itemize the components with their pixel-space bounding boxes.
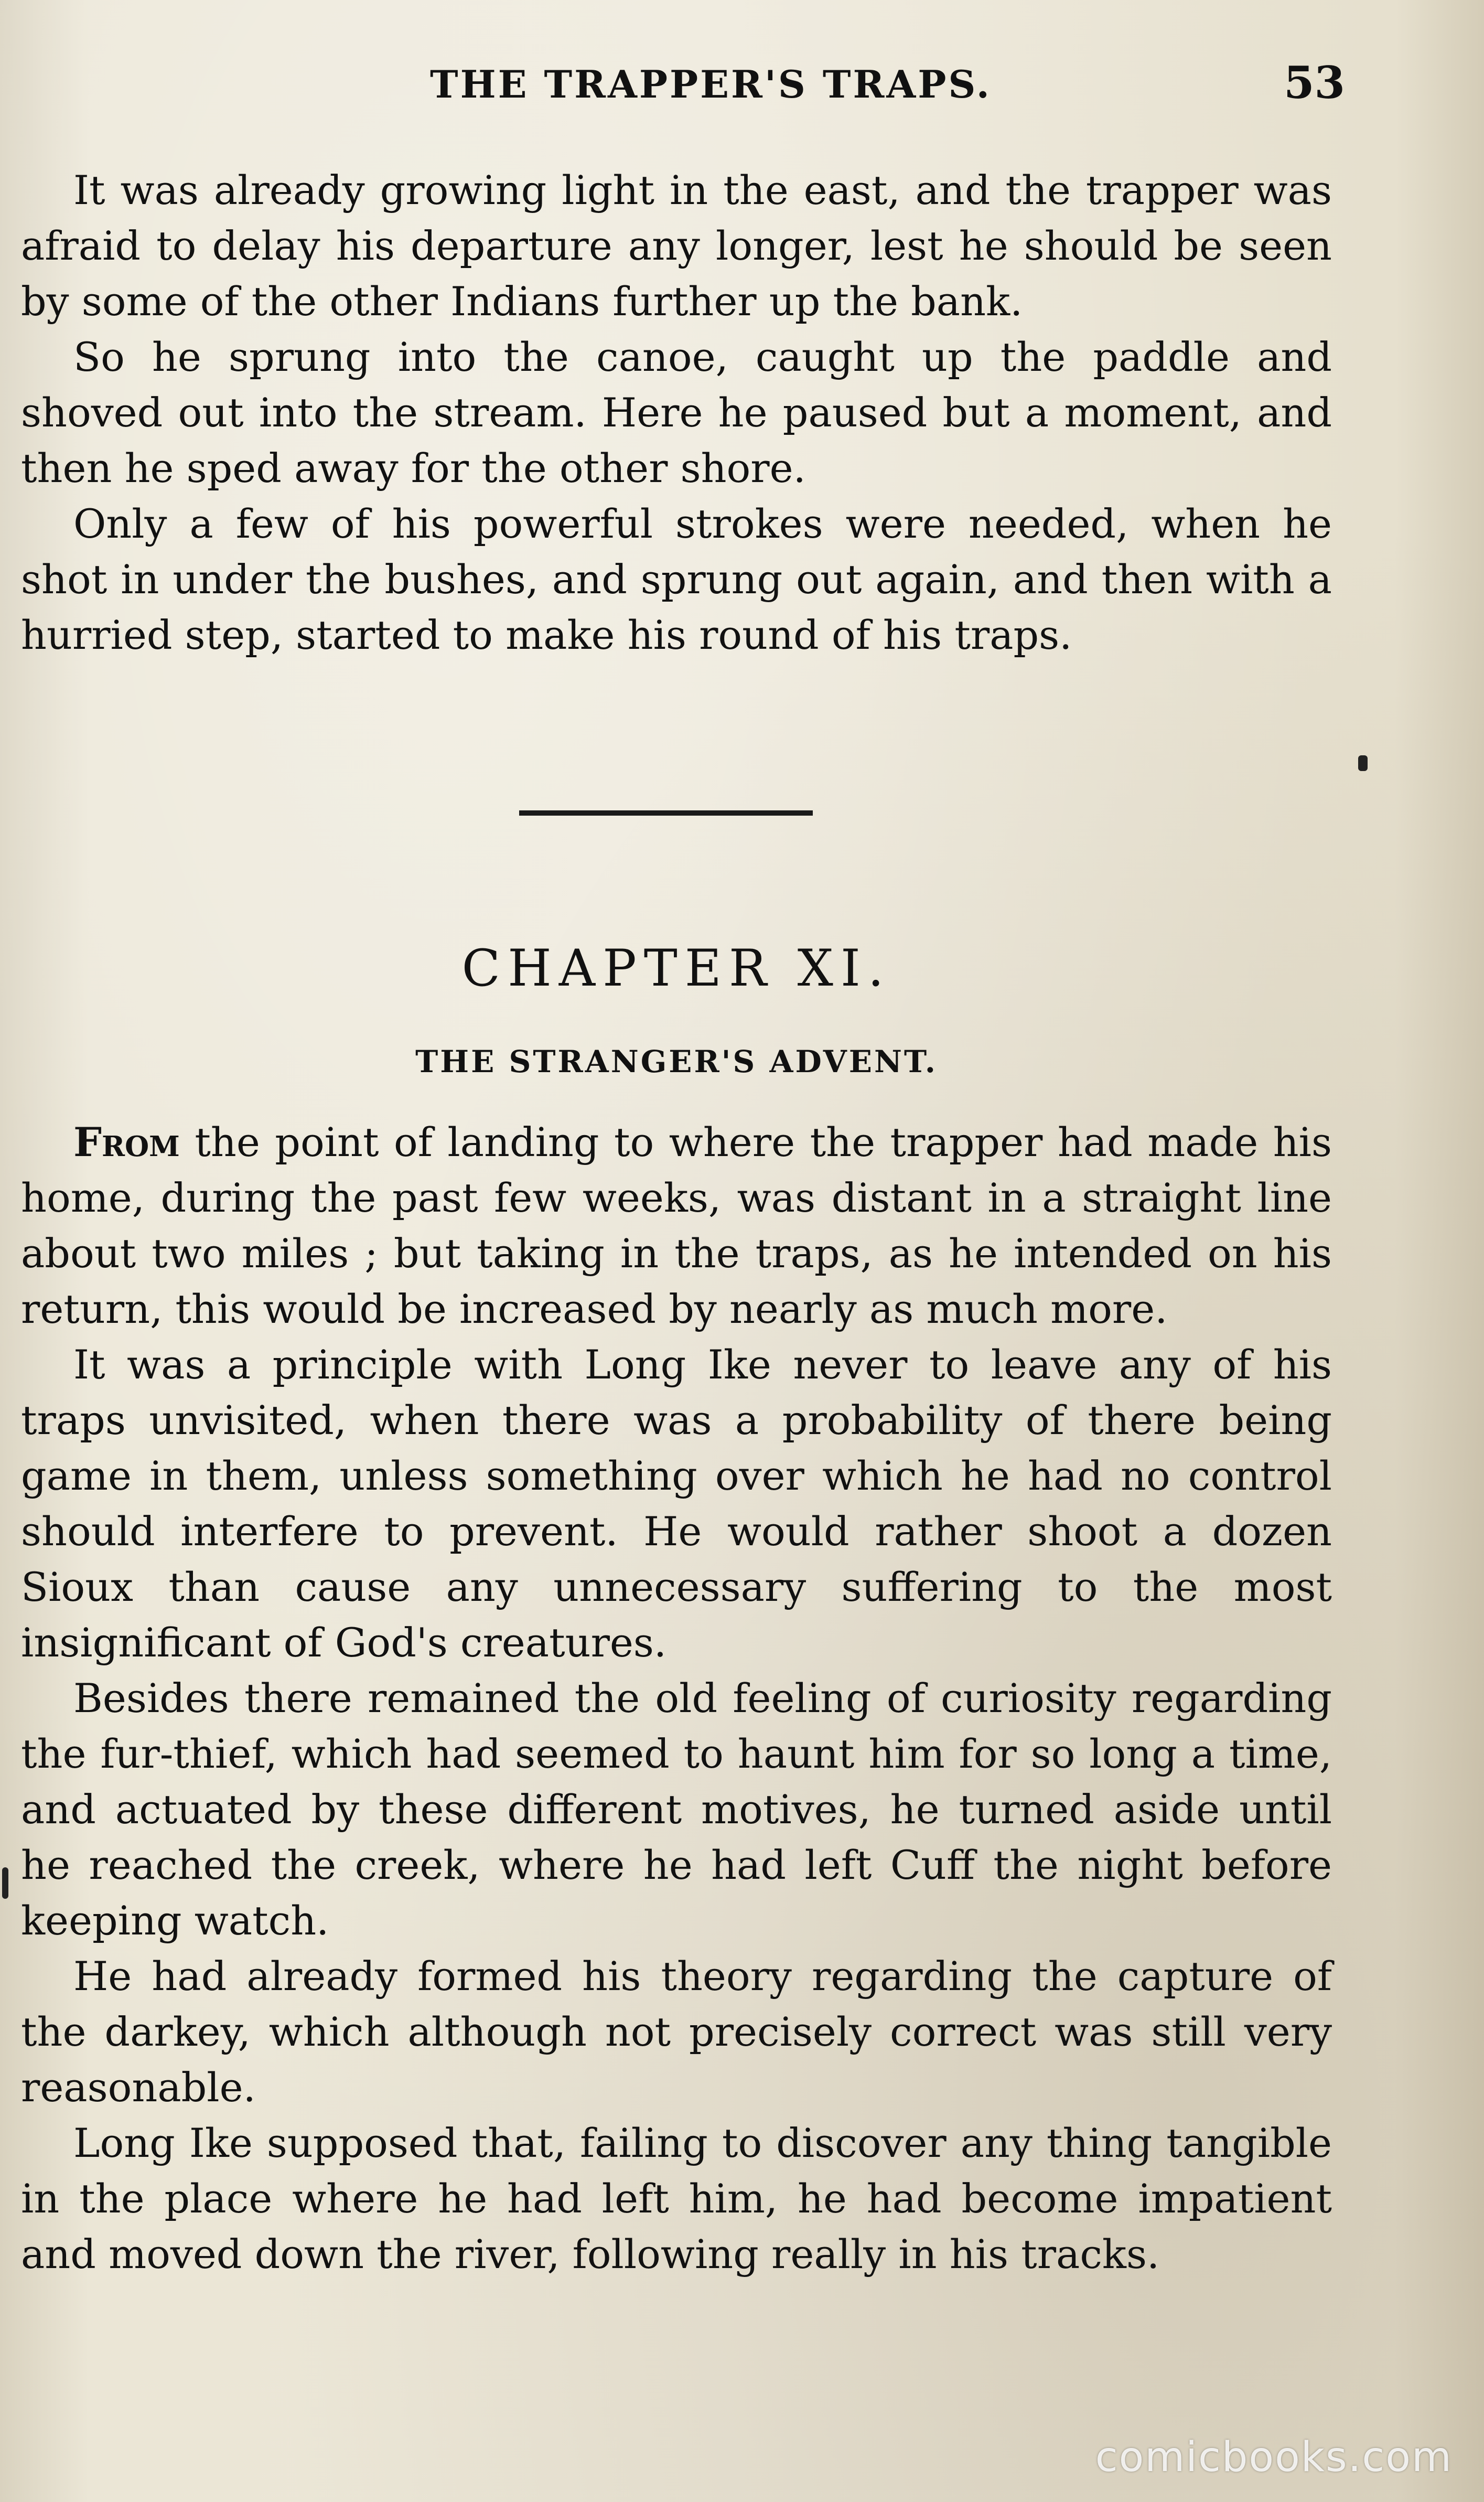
chapter-subtitle: THE STRANGER'S ADVENT.: [415, 1044, 938, 1079]
paragraph: It was a principle with Long Ike never to leave any of his traps unvisited, when there was a probability of there being game in them, unless something over which he had no control should interfere to prevent. He would rather shoot a dozen Sioux than cause any unnecessary suffering to the most insignificant of God's creatures.: [21, 1341, 1332, 1666]
paragraph: Long Ike supposed that, failing to discover any thing tangible in the place where he had left him, he had become impatient and moved down the river, following really in his tracks.: [21, 2120, 1332, 2278]
section-divider: [519, 810, 813, 816]
page-header: [31, 52, 1345, 115]
ink-mark: [2, 1867, 8, 1899]
paragraph: It was already growing light in the east, and the trapper was afraid to delay his departure any longer, lest he should be seen by some of the other Indians further up the bank.: [21, 167, 1332, 325]
paragraph: So he sprung into the canoe, caught up the paddle and shoved out into the stream. Here he paused but a moment, and then he sped away for the other shore.: [21, 334, 1332, 491]
paragraph: Besides there remained the old feeling of curiosity regarding the fur-thief, which had seemed to haunt him for so long a time, and actuated by these different motives, he turned aside until he reached the creek, where he had left Cuff the night before keeping watch.: [21, 1675, 1332, 1944]
watermark: comicbooks.com: [1095, 2434, 1453, 2481]
chapter-text-block: [21, 1115, 1332, 2282]
page-number: 53: [1284, 57, 1345, 109]
ink-mark: [1358, 755, 1368, 771]
top-text-block: [21, 163, 1332, 663]
running-title: THE TRAPPER'S TRAPS.: [430, 62, 992, 106]
paragraph: [21, 1115, 1332, 1337]
opening-word: From: [73, 1119, 180, 1166]
paragraph: He had already formed his theory regarding the capture of the darkey, which although not precisely correct was still very reasonable.: [21, 1953, 1332, 2111]
paragraph: Only a few of his powerful strokes were needed, when he shot in under the bushes, and sprung out again, and then with a hurried step, started to make his round of his traps.: [21, 500, 1332, 658]
chapter-title: CHAPTER XI.: [461, 939, 891, 998]
opening-text: the point of landing to where the trapper had made his home, during the past few weeks, was distant in a straight line about two miles ; but taking in the traps, as he intended on his return, this would be increased by nearly as much more.: [21, 1119, 1332, 1332]
